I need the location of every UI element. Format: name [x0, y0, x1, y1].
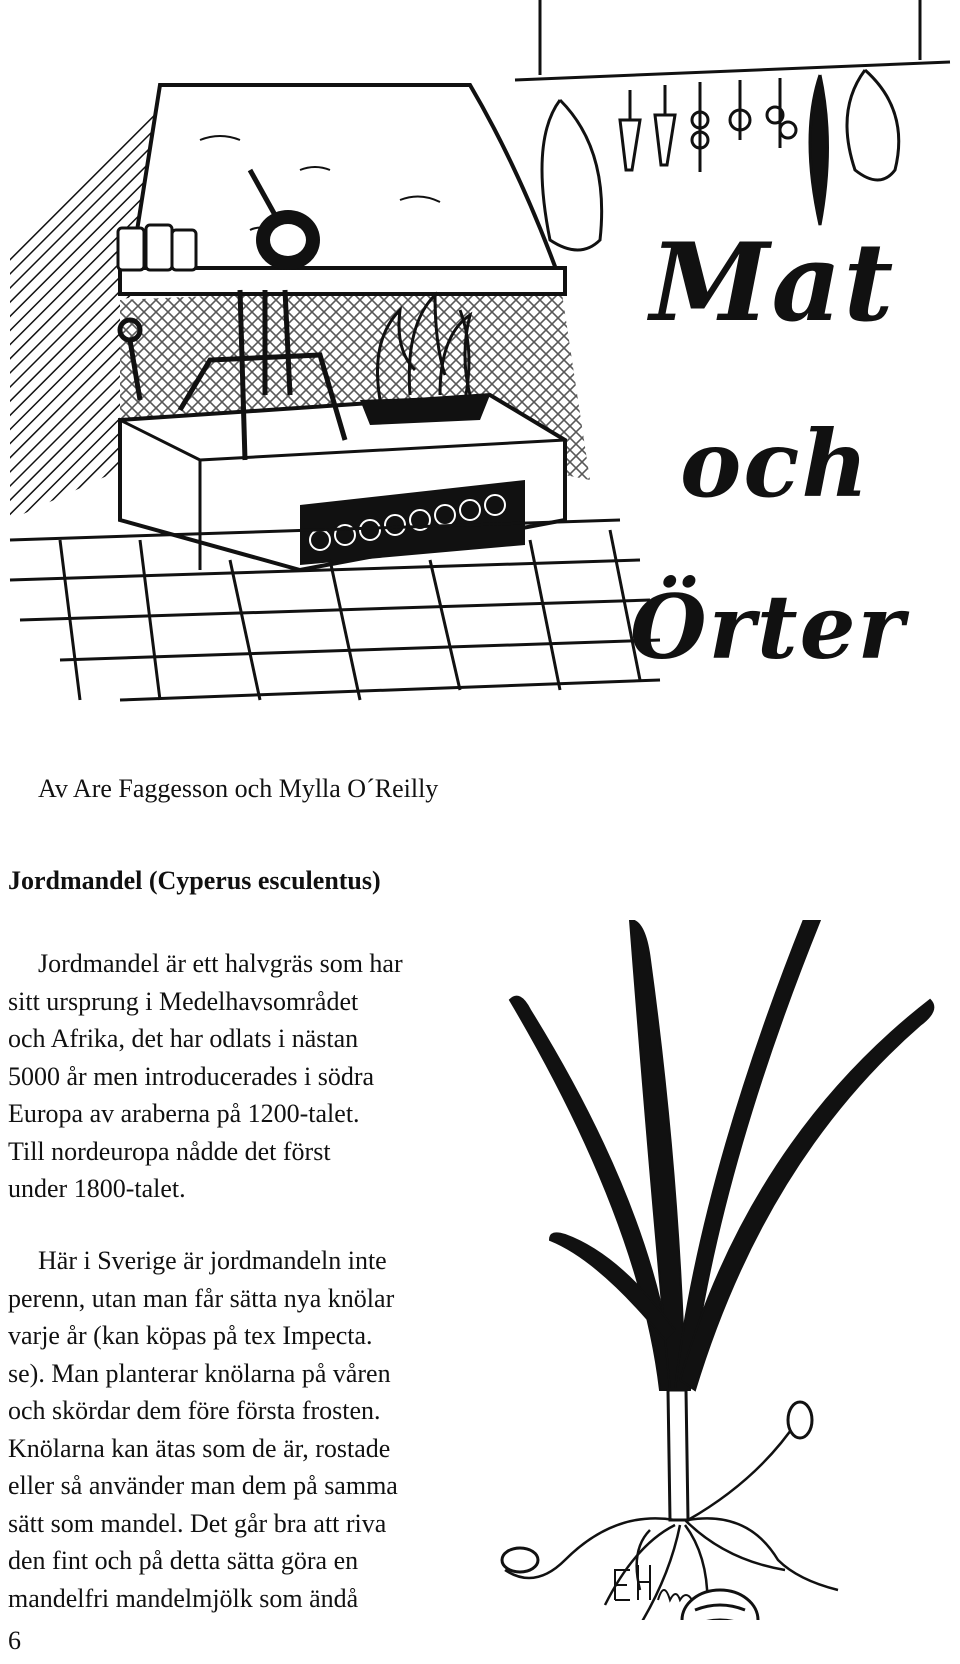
paragraph-line: 5000 år men introducerades i södra [8, 1061, 375, 1091]
paragraph-line: Knölarna kan ätas som de är, rostade [8, 1433, 391, 1463]
paragraph-line: se). Man planterar knölarna på våren [8, 1358, 391, 1388]
signature-icon [615, 1565, 692, 1600]
paragraph-line: Här i Sverige är jordmandeln inte [38, 1246, 387, 1275]
paragraph-line: sätt som mandel. Det går bra att riva [8, 1508, 387, 1538]
herb-rack-icon [515, 0, 950, 250]
paragraph-line: sitt ursprung i Medelhavsområdet [8, 986, 359, 1016]
paragraph-line: perenn, utan man får sätta nya knölar [8, 1283, 395, 1313]
paragraph-line: under 1800-talet. [8, 1174, 186, 1203]
byline: Av Are Faggesson och Mylla O´Reilly [38, 774, 439, 803]
paragraph-line: Europa av araberna på 1200-talet. [8, 1099, 360, 1128]
paragraph-line: eller så använder man dem på samma [8, 1471, 398, 1500]
title-line-1: Mat [650, 220, 896, 346]
tuber-icon [502, 1402, 812, 1620]
paragraph-line: den fint och på detta sätta göra en [8, 1546, 359, 1575]
jars-icon [118, 225, 196, 270]
title-line-3: Örter [630, 575, 907, 679]
paragraph-line: och Afrika, det har odlats i nästan [8, 1024, 359, 1053]
title-line-2: och [680, 410, 871, 518]
paragraph-line: mandelfri mandelmjölk som ändå [8, 1583, 359, 1613]
paragraph-2 [8, 1242, 398, 1617]
section-heading: Jordmandel (Cyperus esculentus) [8, 866, 381, 895]
paragraph-1 [8, 945, 403, 1208]
paragraph-line: Till nordeuropa nådde det först [8, 1136, 331, 1166]
paragraph-line: och skördar dem före första frosten. [8, 1396, 381, 1425]
paragraph-line: varje år (kan köpas på tex Impecta. [8, 1321, 373, 1350]
tiger-nut-plant-illustration [490, 920, 950, 1620]
page-number: 6 [8, 1626, 21, 1655]
paragraph-line: Jordmandel är ett halvgräs som har [38, 949, 403, 978]
